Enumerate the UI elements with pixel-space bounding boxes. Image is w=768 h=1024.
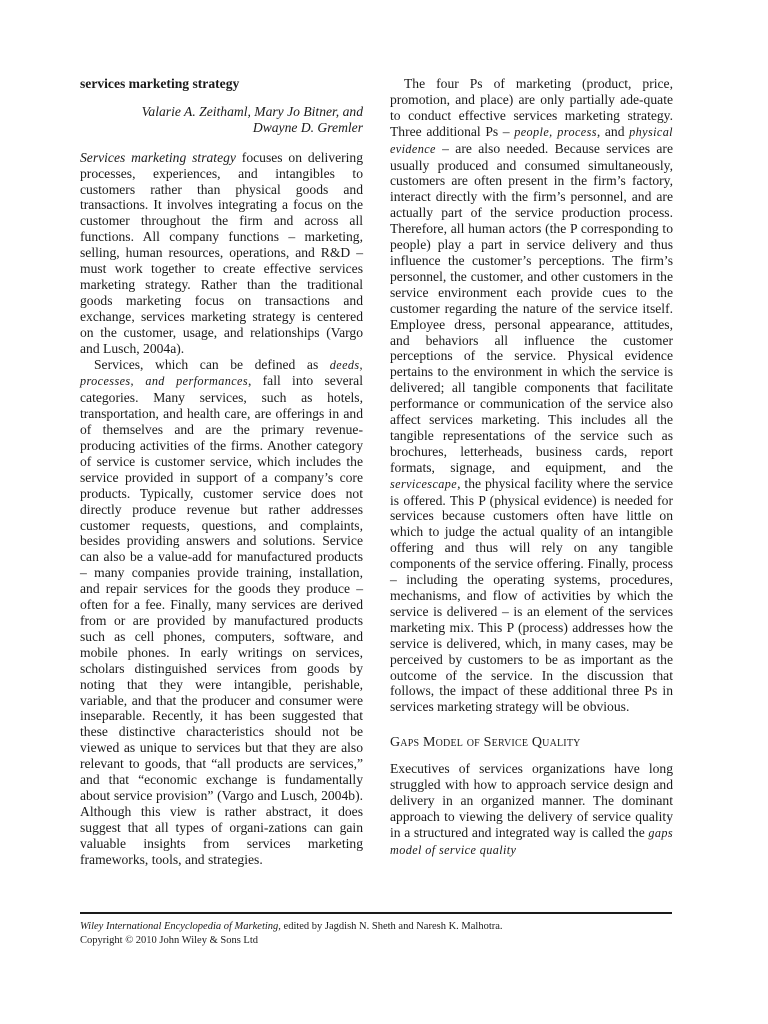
footer-divider: [80, 912, 672, 914]
term-people-process: people, process: [514, 124, 597, 139]
paragraph-definition-text: focuses on delivering processes, experiences, and intangibles to customers rather than physical goods and transactions. It involves integrating a focus on the customer throughout the firm and across all functions. All company functions – marketing, selling, human resources, operations, and R&D – must work together to create effective services marketing strategy. Rather than the traditional goods marketing focus on transactions and exchange, services marketing strategy is centered on the customer, usage, and relationships (Vargo and Lusch, 2004a).: [80, 149, 364, 356]
term-deeds-processes-performances: deeds, processes, and performances: [80, 357, 363, 389]
authors-line-2: Dwayne D. Gremler: [252, 119, 363, 135]
paragraph-seven-ps-text-b: , and: [596, 123, 630, 139]
entry-title: services marketing strategy: [80, 76, 240, 91]
left-column: [80, 76, 363, 868]
term-servicescape: servicescape: [390, 476, 458, 491]
paragraph-service-categories-text-b: , fall into several categories. Many services, such as hotels, transportation, and health care, are offerings in and of themselves and are the primary revenue-producing activities of the firms. Another category of service is customer service, which includes the service provided in support of a company’s core products. Typically, customer service does not directly produce revenue but rather addresses customer requests, questions, and complaints, besides providing answers and solutions. Service can also be a value-add for manufactured products – many companies provide training, installation, and repair services for the goods they produce – often for a fee. Finally, many services are derived from or are provided by manufactured products such as cell phones, computers, software, and mobile phones. In early writings on services, scholars distinguished services from goods by noting that they were intangible, perishable, variable, and that the producer and consumer were inseparable. Recently, it has been suggested that these distinctive characteristics should not be viewed as unique to services but that they are also relevant to goods, that “all products are services,” and that “economic exchange is fundamentally about service provision” (Vargo and Lusch, 2004b). Although this view is rather abstract, it does suggest that all types of organi-zations can gain valuable insights from services marketing frameworks, tools, and strategies.: [80, 373, 363, 867]
term-gaps-model: gaps model of service quality: [390, 825, 673, 857]
footer-copyright: Copyright © 2010 John Wiley & Sons Ltd: [80, 935, 258, 946]
footer-source-editors: edited by Jagdish N. Sheth and Naresh K. Malhotra.: [280, 921, 503, 932]
paragraph-seven-ps-text-a: The four Ps of marketing (product, price, promotion, and place) are only partially ade-quate to conduct effective services marketing strategy. Three additional Ps –: [390, 76, 673, 139]
paragraph-service-categories: [80, 357, 363, 868]
entry-authors: [80, 104, 363, 136]
footer-source: [80, 920, 680, 934]
paragraph-seven-ps: [390, 76, 673, 715]
paragraph-definition: [80, 150, 363, 357]
term-services-marketing-strategy: Services marketing strategy: [80, 149, 236, 165]
footer-source-title: Wiley International Encyclopedia of Marketing,: [80, 921, 281, 932]
page-footer: [80, 920, 680, 948]
section-heading-gaps-model: Gaps Model of Service Quality: [390, 735, 581, 751]
term-physical-evidence: physical evidence: [390, 124, 673, 156]
paragraph-seven-ps-text-c: – are also needed. Because services are usually produced and consumed simultaneously, customers are often present in the firm’s factory, interact directly with the firm’s personnel, and are actually part of the service production process. Therefore, all human actors (the P corresponding to people) play a part in service delivery and thus influence the customer’s perceptions. The firm’s personnel, the customer, and other customers in the service environment each provide cues to the customer regarding the nature of the service itself. Employee dress, personal appearance, attitudes, and behaviors all influence the customer perceptions of the service. Physical evidence pertains to the environment in which the service is delivered; all tangible components that facilitate performance or communication of the service also affect services marketing. This includes all the tangible representations of the service such as brochures, letterheads, business cards, report formats, signage, and equipment, and the: [390, 140, 673, 475]
paragraph-gaps-model-text: Executives of services organizations have long struggled with how to approach service design and delivery in an organized manner. The dominant approach to viewing the delivery of service quality in a structured and integrated way is called the: [390, 761, 673, 840]
paragraph-gaps-model: [390, 761, 673, 858]
authors-line-1: Valarie A. Zeithaml, Mary Jo Bitner, and: [141, 103, 363, 119]
paragraph-seven-ps-text-d: , the physical facility where the service is offered. This P (physical evidence) is needed for services because customers often have little on which to judge the actual quality of an intangible offering and thus will rely on any tangible components of the service offering. Finally, process – including the operating systems, procedures, mechanisms, and flow of activities by which the service is delivered – is an element of the services marketing mix. This P (process) addresses how the service is delivered, which, in many cases, may be perceived by customers to be as important as the outcome of the service. In the discussion that follows, the impact of these additional three Ps in services marketing strategy will be obvious.: [390, 475, 673, 715]
paragraph-service-categories-text-a: Services, which can be defined as: [94, 356, 330, 372]
right-column: [390, 76, 673, 859]
